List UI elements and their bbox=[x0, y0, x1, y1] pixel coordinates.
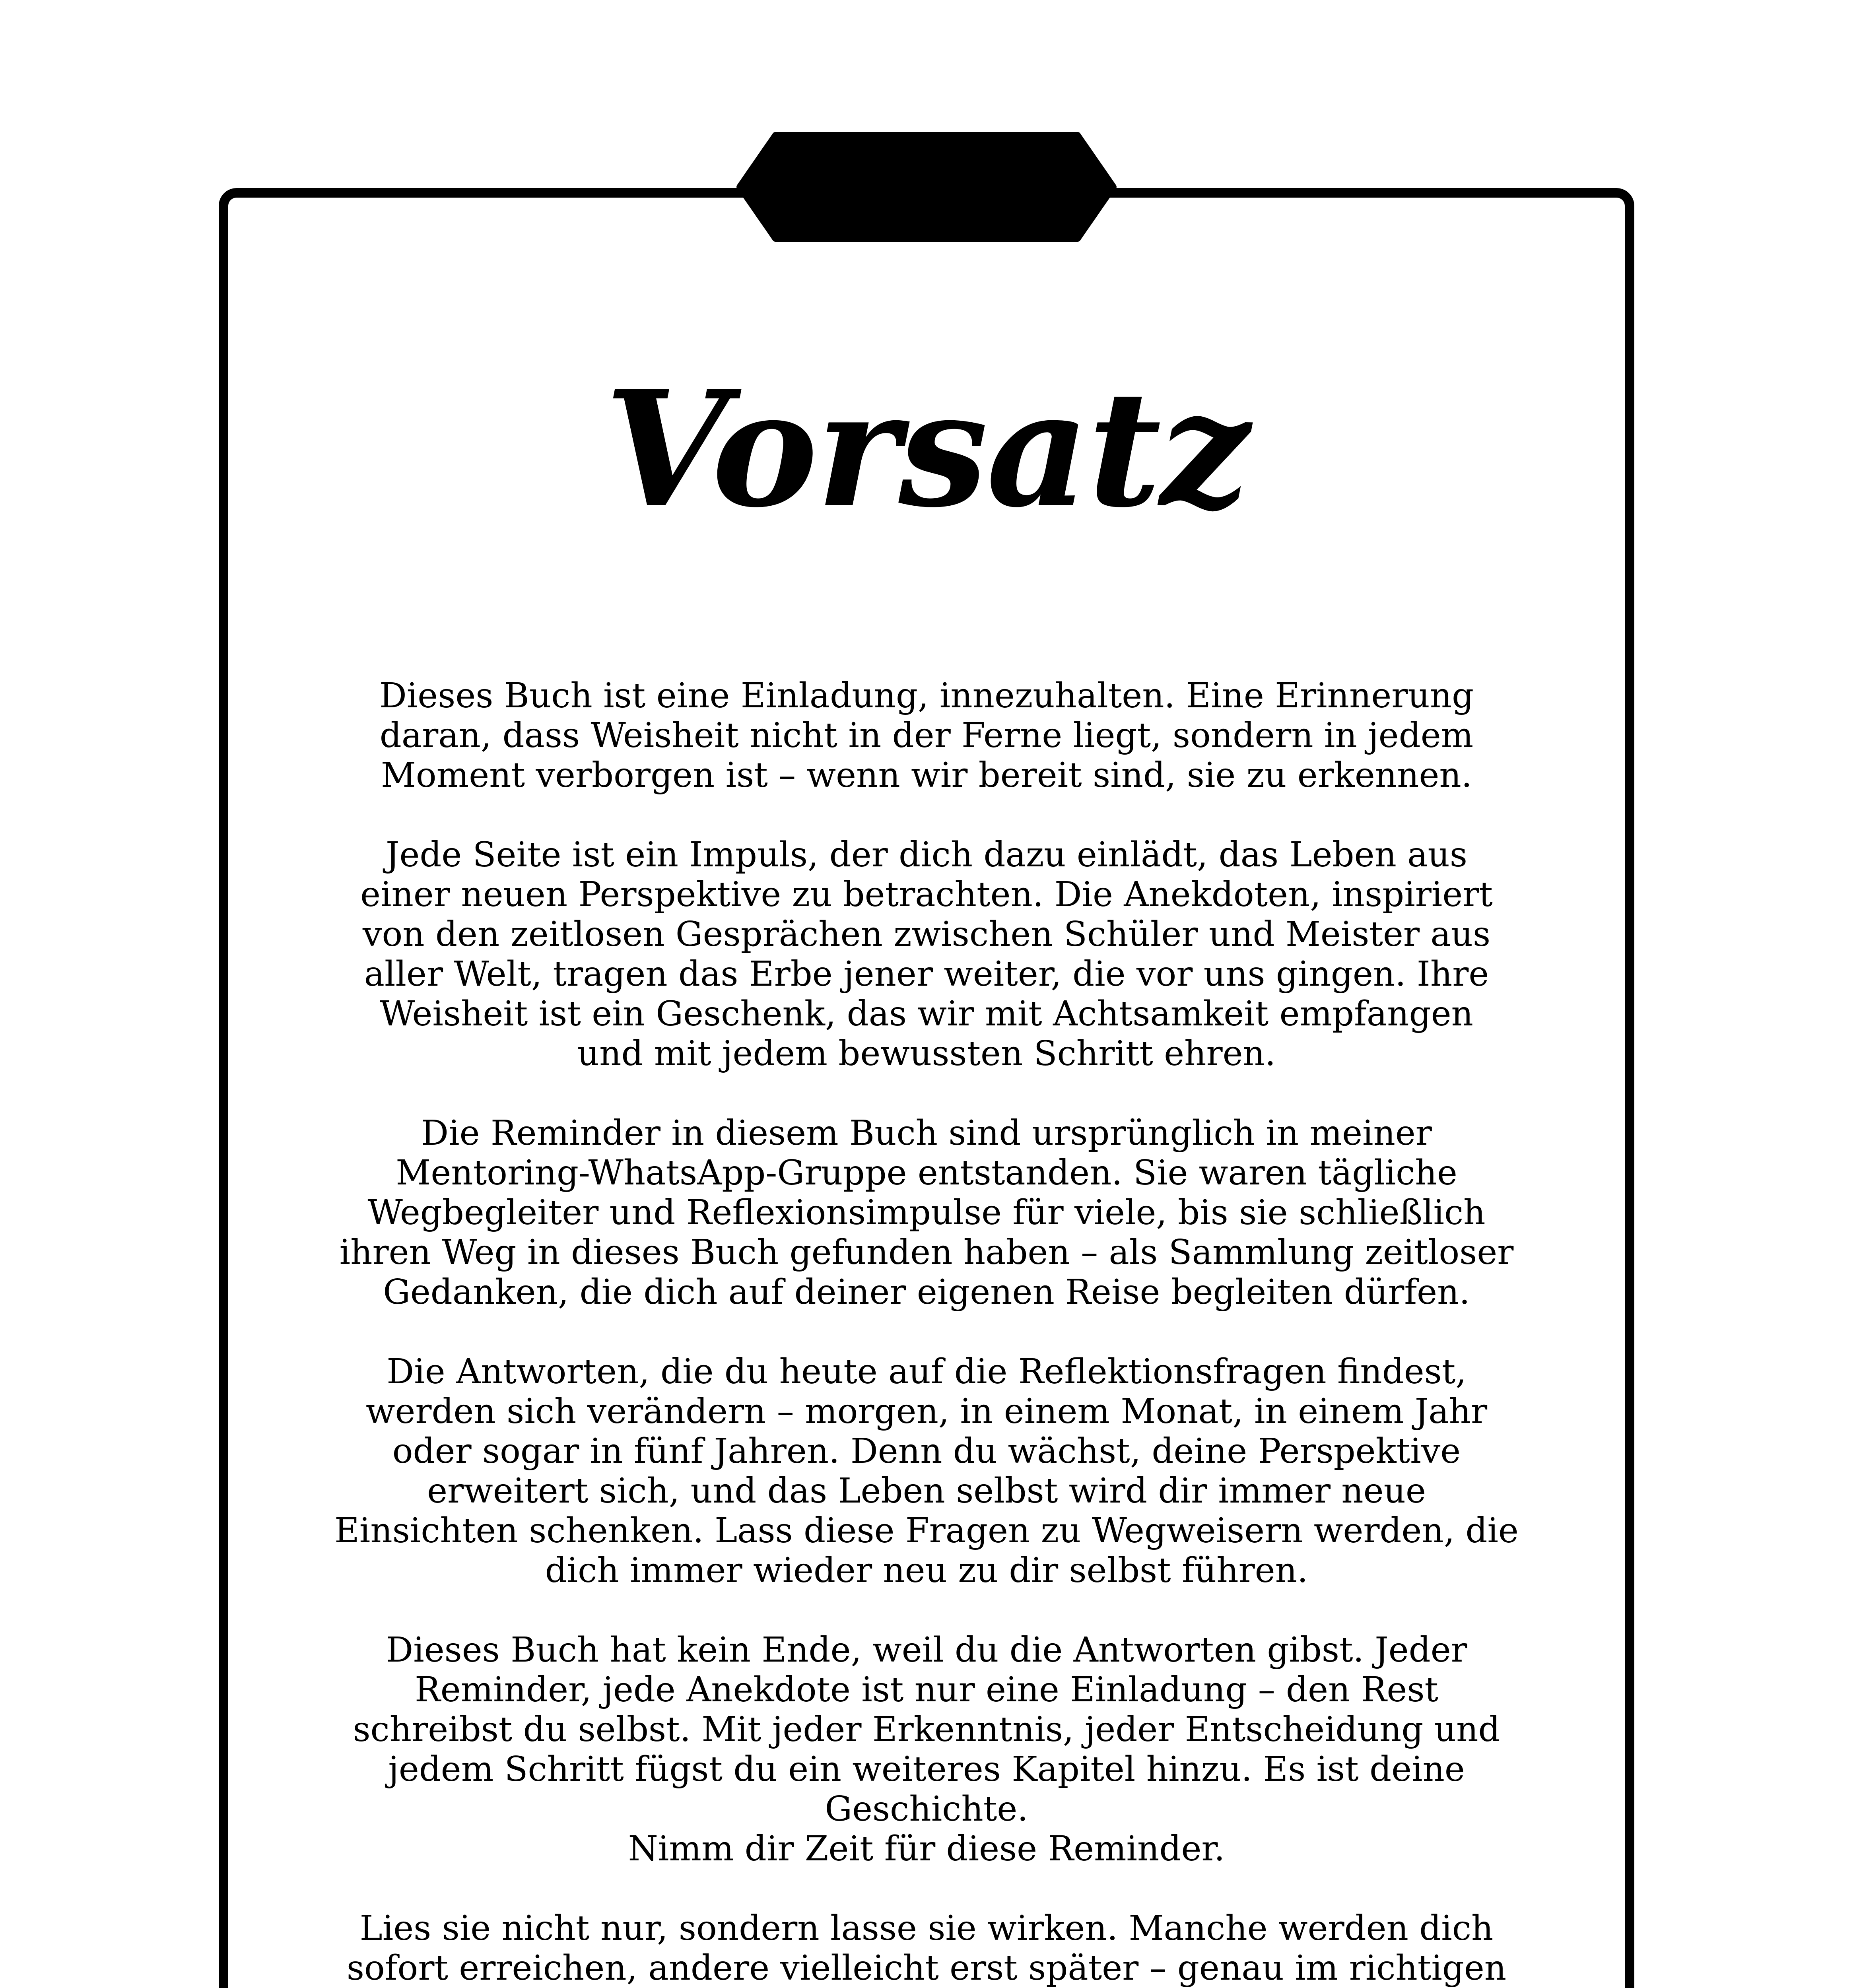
page-title: Vorsatz bbox=[604, 356, 1249, 543]
paragraph-1: Dieses Buch ist eine Einladung, innezuhalten. Eine Erinnerung daran, dass Weisheit nicht in der Ferne liegt, sondern in jedem Moment verborgen ist – wenn wir bereit sind, sie zu erkennen. bbox=[379, 676, 1474, 795]
decorative-tab-shape bbox=[736, 131, 1117, 243]
paragraph-5: Dieses Buch hat kein Ende, weil du die Antworten gibst. Jeder Reminder, jede Anekdote ist nur eine Einladung – den Rest schreibst du selbst. Mit jeder Erkenntnis, jeder Entscheidung und jedem Schritt fügst du ein weiteres Kapitel hinzu. Es ist deine Geschichte. Nimm dir Zeit für diese Reminder. bbox=[353, 1630, 1500, 1869]
preface-body bbox=[258, 676, 1595, 1988]
paragraph-6: Lies sie nicht nur, sondern lasse sie wirken. Manche werden dich sofort erreichen, andere vielleicht erst später – genau im richtigen bbox=[346, 1908, 1507, 1988]
paragraph-4: Die Antworten, die du heute auf die Reflektionsfragen findest, werden sich verändern – morgen, in einem Monat, in einem Jahr oder sogar in fünf Jahren. Denn du wächst, deine Perspektive erweitert sich, und das Leben selbst wird dir immer neue Einsichten schenken. Lass diese Fragen zu Wegweisern werden, die dich immer wieder neu zu dir selbst führen. bbox=[334, 1352, 1519, 1590]
paragraph-2: Jede Seite ist ein Impuls, der dich dazu einlädt, das Leben aus einer neuen Perspektive zu betrachten. Die Anekdoten, inspiriert von den zeitlosen Gesprächen zwischen Schüler und Meister aus aller Welt, tragen das Erbe jener weiter, die vor uns gingen. Ihre Weisheit ist ein Geschenk, das wir mit Achtsamkeit empfangen und mit jedem bewussten Schritt ehren. bbox=[360, 835, 1493, 1074]
paragraph-3: Die Reminder in diesem Buch sind ursprünglich in meiner Mentoring-WhatsApp-Gruppe entstanden. Sie waren tägliche Wegbegleiter und Reflexionsimpulse für viele, bis sie schließlich ihren Weg in dieses Buch gefunden haben – als Sammlung zeitloser Gedanken, die dich auf deiner eigenen Reise begleiten dürfen. bbox=[339, 1113, 1514, 1312]
